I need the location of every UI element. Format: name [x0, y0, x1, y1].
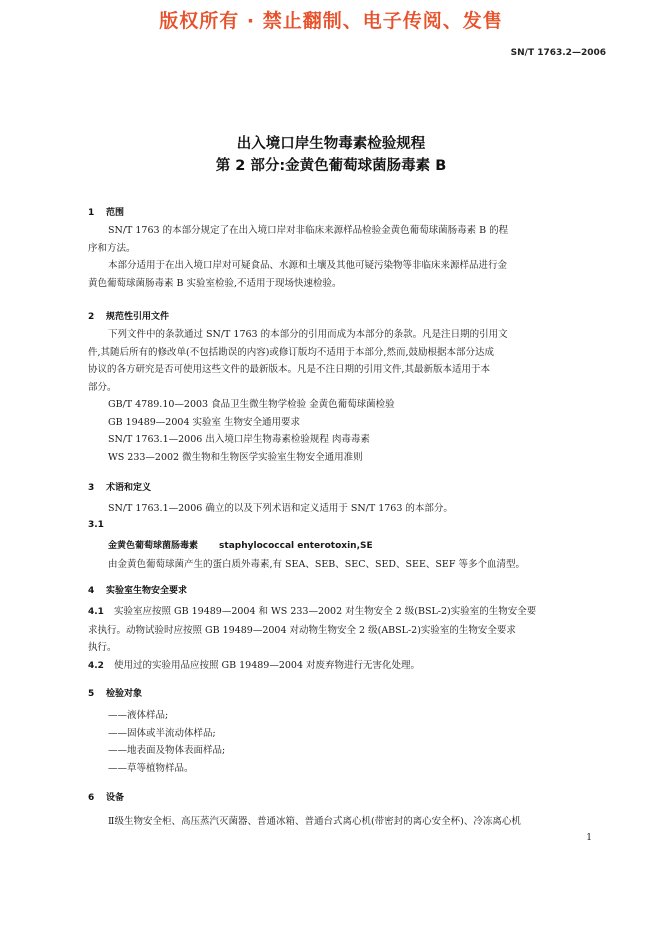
- page-number: 1: [586, 833, 592, 843]
- document-title: 出入境口岸生物毒素检验规程: [236, 136, 426, 152]
- text-line: [88, 603, 608, 622]
- section-2-paragraph: [88, 326, 608, 466]
- section-3-heading: [88, 480, 151, 493]
- list-item: ——液体样品;: [108, 710, 169, 721]
- section-1-paragraph-1: [88, 222, 608, 292]
- reference-item: GB 19489—2004 实验室 生物安全通用要求: [108, 416, 301, 428]
- text-line: 部分。: [88, 381, 117, 393]
- list-item: ——固体或半流动体样品;: [108, 727, 216, 739]
- section-title: 实验室生物安全要求: [106, 586, 188, 596]
- text-line: 协议的各方研究是否可使用这些文件的最新版本。凡是不注日期的引用文件,其最新版本适用于本: [88, 364, 491, 375]
- text-line: 序和方法。: [88, 242, 136, 254]
- text-line: 求执行。动物试验时应按照 GB 19489—2004 对动物生物安全 2 级(ABSL-2)实验室的生物安全要求: [88, 624, 516, 636]
- reference-item: SN/T 1763.1—2006 出入境口岸生物毒素检验规程 肉毒毒素: [108, 434, 370, 445]
- text-line: 件,其随后所有的修改单(不包括勘误的内容)或修订版均不适用于本部分,然而,鼓励根据本部分达成: [88, 346, 494, 358]
- section-number: 1: [88, 208, 95, 218]
- section-title: 范围: [106, 208, 125, 218]
- watermark-banner: 版权所有 · 禁止翻制、电子传阅、发售: [159, 10, 503, 32]
- text-line: [88, 657, 608, 676]
- clause-3-1-number: 3.1: [88, 520, 104, 530]
- list-item: ——草等植物样品。: [108, 762, 194, 774]
- document-subtitle: 第 2 部分:金黄色葡萄球菌肠毒素 B: [215, 158, 447, 174]
- section-number: 6: [88, 793, 95, 803]
- section-number: 3: [88, 483, 95, 493]
- clause-text: 使用过的实验用品应按照 GB 19489—2004 对废弃物进行无害化处理。: [114, 659, 421, 671]
- document-number: SN/T 1763.2—2006: [510, 48, 606, 58]
- term-entry: [108, 538, 373, 551]
- section-2-heading: [88, 309, 169, 322]
- text-line: 执行。: [88, 642, 117, 653]
- text-line: SN/T 1763 的本部分规定了在出入境口岸对非临床来源样品检验金黄色葡萄球菌肠毒素 B 的程: [108, 225, 509, 236]
- text-line: 下列文件中的条款通过 SN/T 1763 的本部分的引用而成为本部分的条款。凡是注日期的引用文: [108, 329, 508, 340]
- text-line: 本部分适用于在出入境口岸对可疑食品、水源和土壤及其他可疑污染物等非临床来源样品进行金: [108, 260, 508, 271]
- section-1-heading: [88, 205, 124, 218]
- reference-item: WS 233—2002 微生物和生物医学实验室生物安全通用准则: [108, 451, 363, 463]
- clause-text: 实验室应按照 GB 19489—2004 和 WS 233—2002 对生物安全 2 级(BSL-2)实验室的生物安全要: [114, 606, 537, 617]
- section-5-heading: [88, 686, 142, 699]
- section-3-paragraph: SN/T 1763.1—2006 确立的以及下列术语和定义适用于 SN/T 1763 的本部分。: [108, 503, 453, 514]
- clause-4-1: [88, 603, 608, 675]
- section-title: 检验对象: [106, 689, 143, 699]
- term-chinese: 金黄色葡萄球菌肠毒素: [108, 541, 199, 551]
- text-line: 黄色葡萄球菌肠毒素 B 实验室检验,不适用于现场快速检验。: [88, 277, 342, 289]
- section-number: 4: [88, 586, 95, 596]
- list-item: ——地表面及物体表面样品;: [108, 745, 226, 756]
- section-6-paragraph: Ⅱ级生物安全柜、高压蒸汽灭菌器、普通冰箱、普通台式离心机(带密封的离心安全杯)、冷冻离心机: [108, 816, 521, 827]
- section-title: 术语和定义: [106, 483, 152, 493]
- section-6-heading: [88, 790, 124, 803]
- section-title: 设备: [106, 793, 125, 803]
- inspection-object-list: [108, 707, 608, 777]
- term-english: staphylococcal enterotoxin,SE: [219, 541, 373, 551]
- section-number: 2: [88, 312, 95, 322]
- section-title: 规范性引用文件: [106, 312, 170, 322]
- term-definition: 由金黄色葡萄球菌产生的蛋白质外毒素,有 SEA、SEB、SEC、SED、SEE、SEF 等多个血清型。: [108, 559, 525, 570]
- clause-number: 4.1: [88, 607, 104, 617]
- reference-item: GB/T 4789.10—2003 食品卫生微生物学检验 金黄色葡萄球菌检验: [108, 399, 395, 410]
- section-number: 5: [88, 689, 95, 699]
- clause-number: 4.2: [88, 660, 104, 671]
- section-4-heading: [88, 583, 187, 596]
